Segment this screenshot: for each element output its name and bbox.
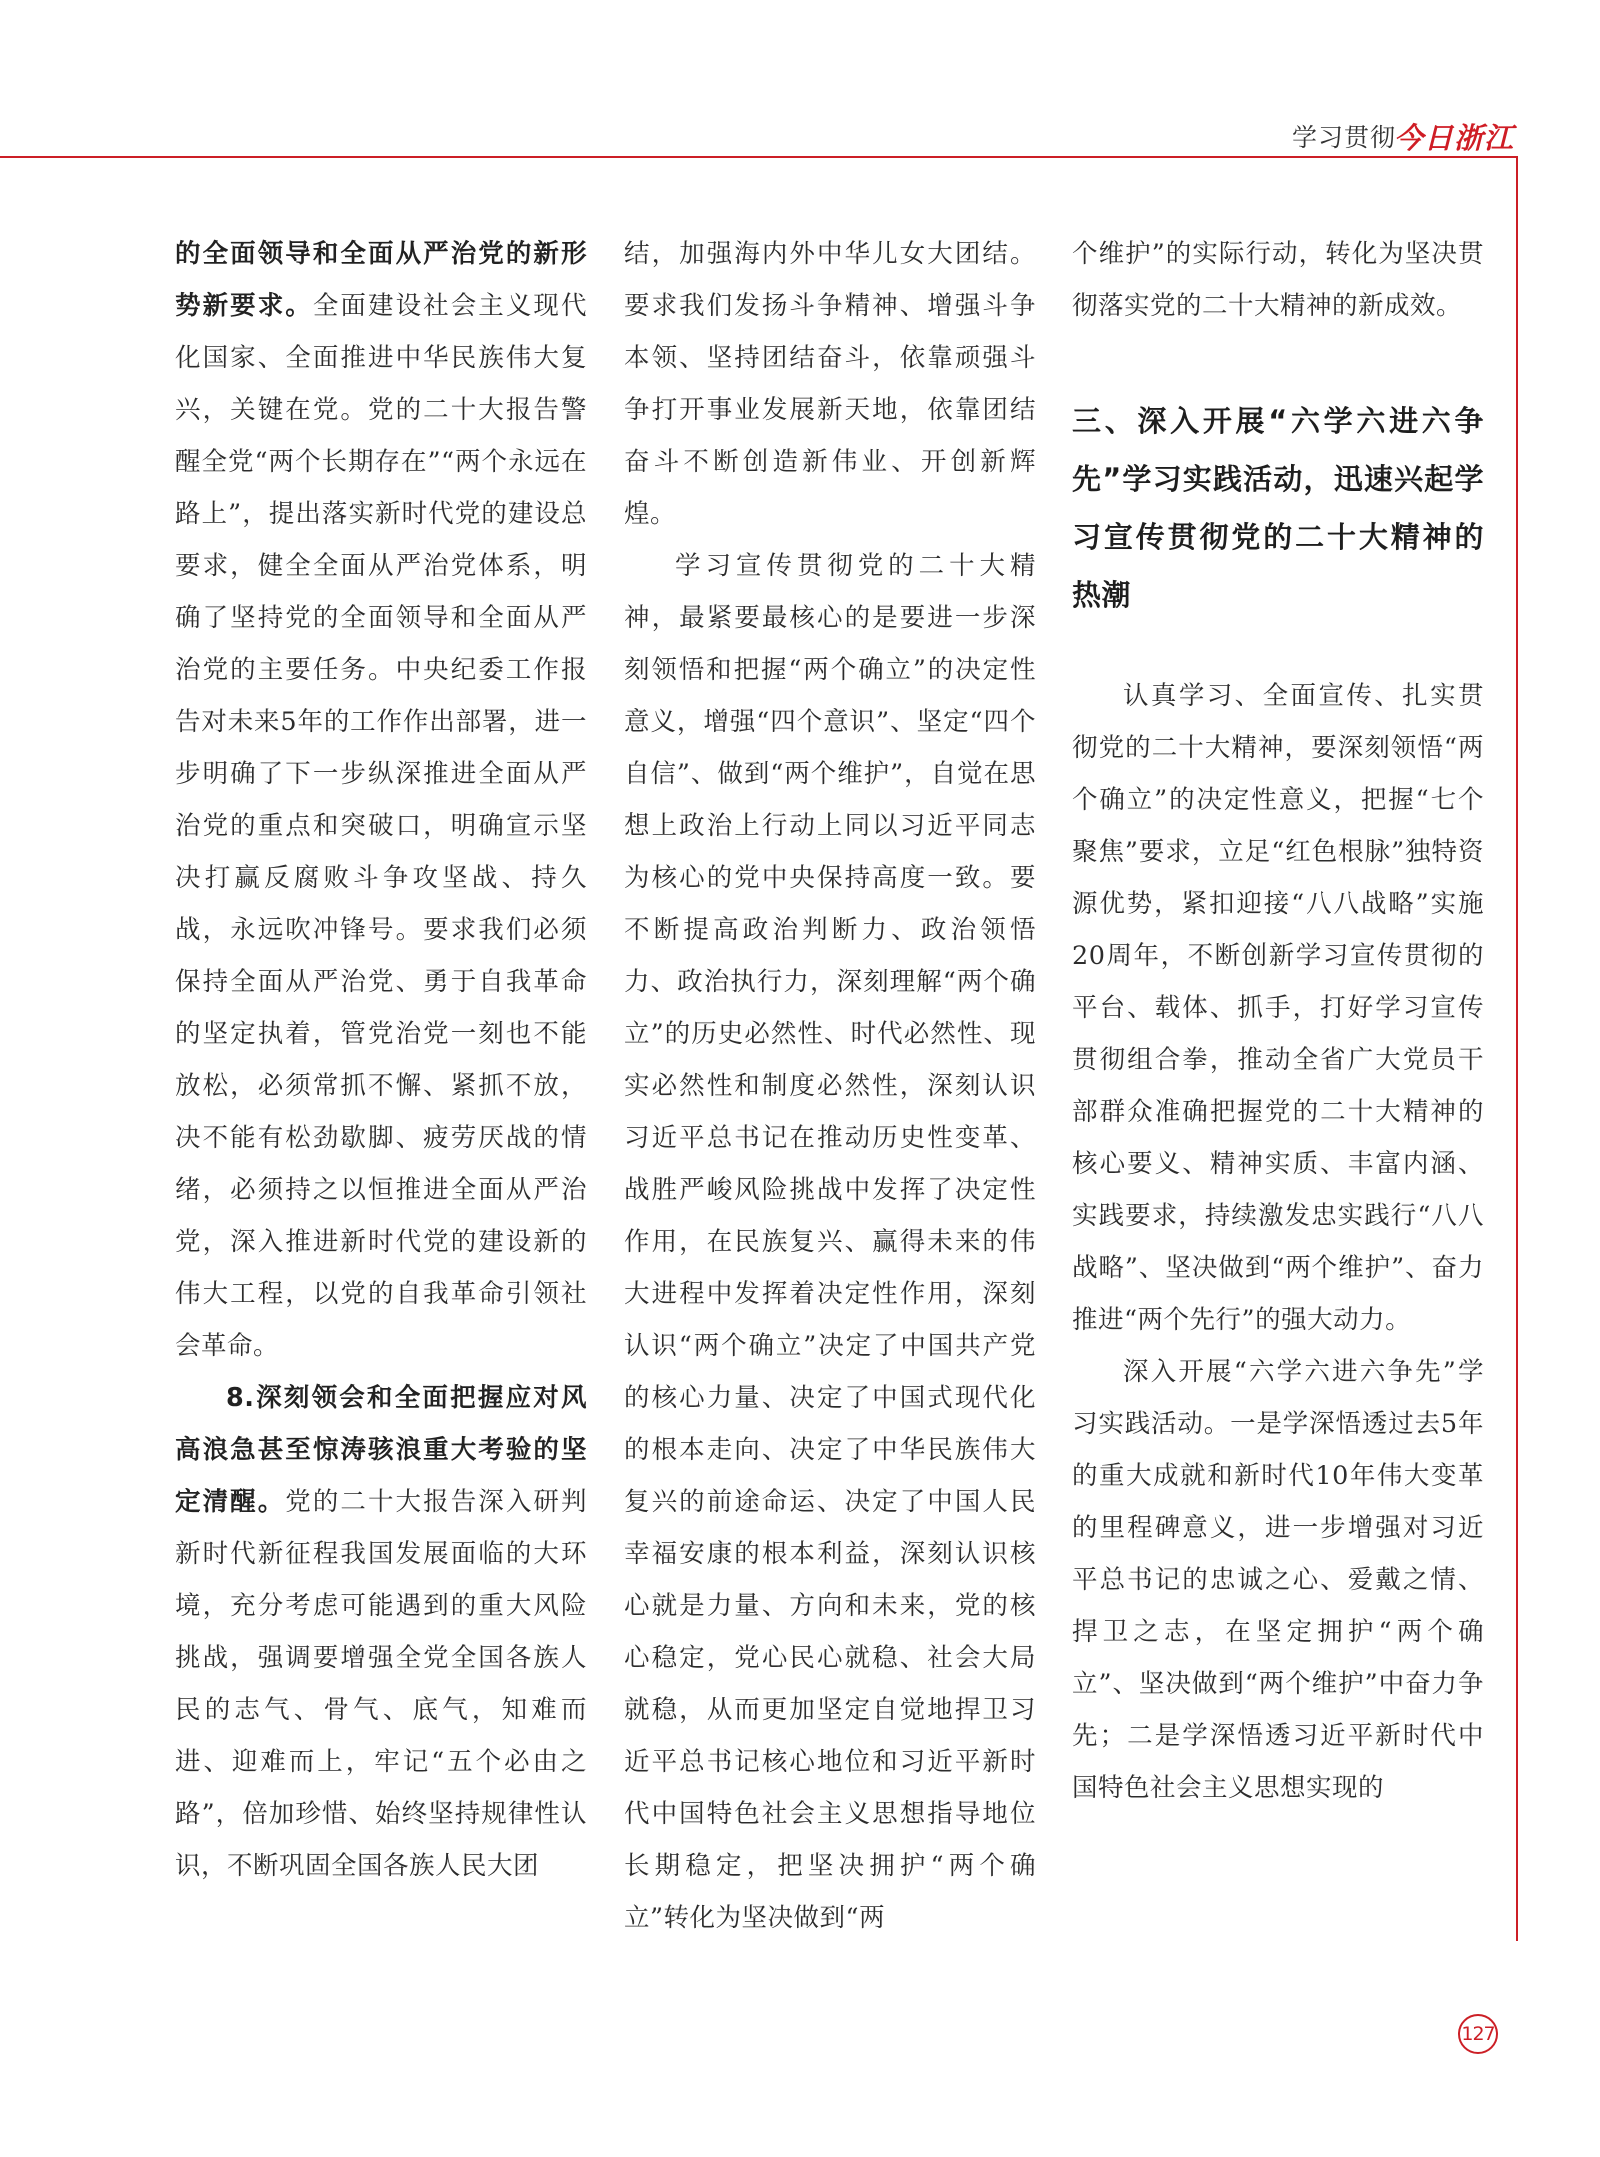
column1-p2-bold: 8.深刻领会和全面把握应对风高浪急甚至惊涛骇浪重大考验的坚定清醒。 <box>175 1383 587 1517</box>
section-heading: 三、深入开展“六学六进六争先”学习实践活动，迅速兴起学习宣传贯彻党的二十大精神的热潮 <box>1072 404 1484 612</box>
magazine-title: 今日浙江 <box>1394 121 1515 155</box>
page-number: 127 <box>1458 2014 1498 2054</box>
column2-paragraph-1: 结，加强海内外中华儿女大团结。要求我们发扬斗争精神、增强斗争本领、坚持团结奋斗，依靠顽强斗争打开事业发展新天地，依靠团结奋斗不断创造新伟业、开创新辉煌。 <box>624 239 1036 529</box>
column3-paragraph-2: 认真学习、全面宣传、扎实贯彻党的二十大精神，要深刻领悟“两个确立”的决定性意义，把握“七个聚焦”要求，立足“红色根脉”独特资源优势，紧扣迎接“八八战略”实施20周年，不断创新学习宣传贯彻的平台、载体、抓手，打好学习宣传贯彻组合拳，推动全省广大党员干部群众准确把握党的二十大精神的核心要义、精神实质、丰富内涵、实践要求，持续激发忠实践行“八八战略”、坚决做到“两个维护”、奋力推进“两个先行”的强大动力。 <box>1072 681 1484 1335</box>
column1-paragraph-2 <box>175 1372 587 1892</box>
column-2 <box>624 228 1036 1944</box>
column1-paragraph-1 <box>175 228 587 1372</box>
column3-paragraph-3: 深入开展“六学六进六争先”学习实践活动。一是学深悟透过去5年的重大成就和新时代10年伟大变革的里程碑意义，进一步增强对习近平总书记的忠诚之心、爱戴之情、捍卫之志，在坚定拥护“两个确立”、坚决做到“两个维护”中奋力争先；二是学深悟透习近平新时代中国特色社会主义思想实现的 <box>1072 1357 1484 1803</box>
side-rule <box>1516 156 1518 1941</box>
column1-p1-bold: 的全面领导和全面从严治党的新形势新要求。 <box>175 239 587 321</box>
column-1 <box>175 228 587 1892</box>
section-label: 学习贯彻 <box>1292 123 1397 152</box>
column1-p1-text: 全面建设社会主义现代化国家、全面推进中华民族伟大复兴，关键在党。党的二十大报告警醒全党“两个长期存在”“两个永远在路上”，提出落实新时代党的建设总要求，健全全面从严治党体系，明确了坚持党的全面领导和全面从严治党的主要任务。中央纪委工作报告对未来5年的工作作出部署，进一步明确了下一步纵深推进全面从严治党的重点和突破口，明确宣示坚决打赢反腐败斗争攻坚战、持久战，永远吹冲锋号。要求我们必须保持全面从严治党、勇于自我革命的坚定执着，管党治党一刻也不能放松，必须常抓不懈、紧抓不放，决不能有松劲歇脚、疲劳厌战的情绪，必须持之以恒推进全面从严治党，深入推进新时代党的建设新的伟大工程，以党的自我革命引领社会革命。 <box>175 291 587 1361</box>
header-rule <box>0 156 1518 158</box>
column3-paragraph-1: 个维护”的实际行动，转化为坚决贯彻落实党的二十大精神的新成效。 <box>1072 239 1484 321</box>
column-3 <box>1072 228 1484 1814</box>
column2-paragraph-2: 学习宣传贯彻党的二十大精神，最紧要最核心的是要进一步深刻领悟和把握“两个确立”的决定性意义，增强“四个意识”、坚定“四个自信”、做到“两个维护”，自觉在思想上政治上行动上同以习近平同志为核心的党中央保持高度一致。要不断提高政治判断力、政治领悟力、政治执行力，深刻理解“两个确立”的历史必然性、时代必然性、现实必然性和制度必然性，深刻认识习近平总书记在推动历史性变革、战胜严峻风险挑战中发挥了决定性作用，在民族复兴、赢得未来的伟大进程中发挥着决定性作用，深刻认识“两个确立”决定了中国共产党的核心力量、决定了中国式现代化的根本走向、决定了中华民族伟大复兴的前途命运、决定了中国人民幸福安康的根本利益，深刻认识核心就是力量、方向和未来，党的核心稳定，党心民心就稳、社会大局就稳，从而更加坚定自觉地捍卫习近平总书记核心地位和习近平新时代中国特色社会主义思想指导地位长期稳定，把坚决拥护“两个确立”转化为坚决做到“两 <box>624 551 1036 1933</box>
column1-p2-text: 党的二十大报告深入研判新时代新征程我国发展面临的大环境，充分考虑可能遇到的重大风险挑战，强调要增强全党全国各族人民的志气、骨气、底气，知难而进、迎难而上，牢记“五个必由之路”，倍加珍惜、始终坚持规律性认识，不断巩固全国各族人民大团 <box>175 1487 587 1881</box>
